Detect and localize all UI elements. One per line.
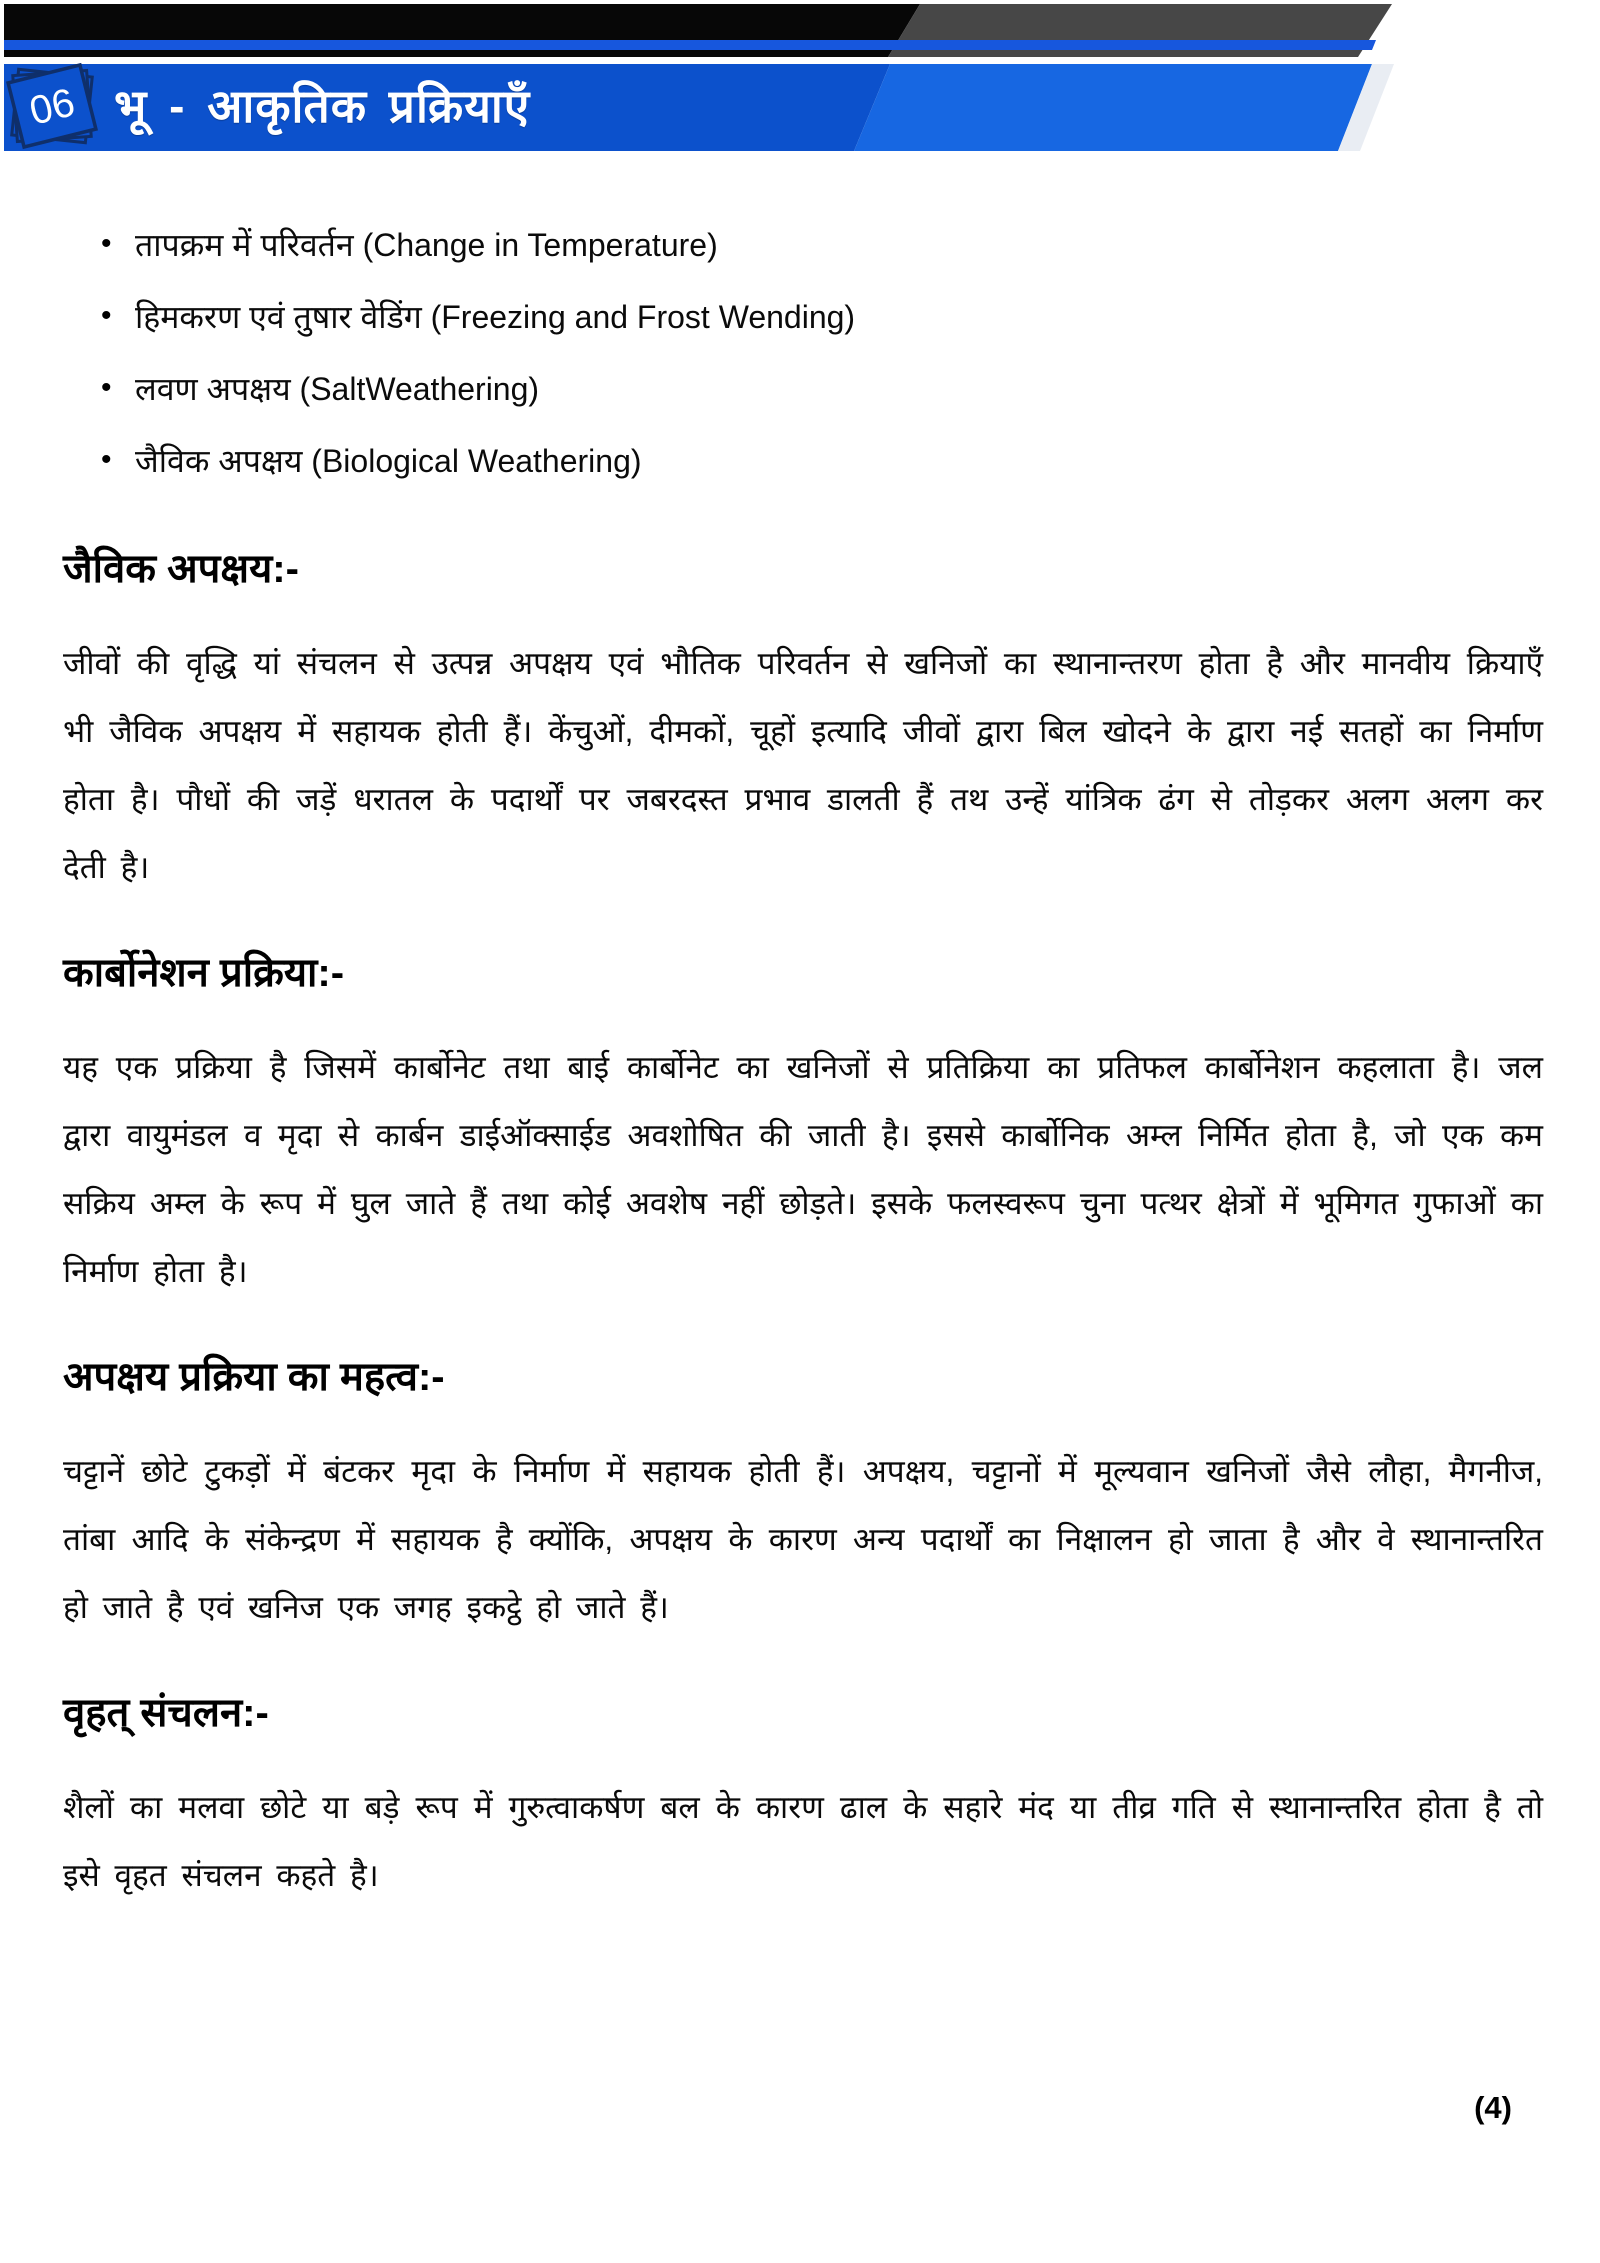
- section-paragraph: यह एक प्रक्रिया है जिसमें कार्बोनेट तथा बाई कार्बोनेट का खनिजों से प्रतिक्रिया का प्रतिफल कार्बोनेशन कहलाता है। जल द्वारा वायुमंडल व मृदा से कार्बन डाईऑक्साईड अवशोषित की जाती है। इससे कार्बोनिक अम्ल निर्मित होता है, जो एक कम सक्रिय अम्ल के रूप में घुल जाते हैं तथा कोई अवशेष नहीं छोड़ते। इसके फलस्वरूप चुना पत्थर क्षेत्रों में भूमिगत गुफाओं का निर्माण होता है।: [63, 1049, 1543, 1289]
- document-content: [0, 165, 1600, 1909]
- page-header: [0, 0, 1600, 165]
- bullet-icon: •: [101, 371, 112, 404]
- list-item-text: तापक्रम में परिवर्तन (Change in Temperature): [135, 227, 718, 263]
- section-heading: कार्बोनेशन प्रक्रिया:-: [63, 951, 345, 995]
- page-number: (4): [1474, 2090, 1512, 2125]
- section-paragraph: शैलों का मलवा छोटे या बड़े रूप में गुरुत्वाकर्षण बल के कारण ढाल के सहारे मंद या तीव्र गति से स्थानान्तरित होता है तो इसे वृहत संचलन कहते है।: [63, 1789, 1543, 1893]
- section-carbonation-process: [63, 947, 1543, 1305]
- list-item-text: जैविक अपक्षय (Biological Weathering): [135, 443, 642, 479]
- page-title: भू - आकृतिक प्रक्रियाएँ: [114, 80, 531, 132]
- book-pages-icon: [8, 65, 96, 147]
- banner-right-panel: [854, 64, 1372, 151]
- top-blue-stripe: [4, 40, 1376, 50]
- list-item: [63, 209, 1543, 281]
- weathering-types-list: [63, 209, 1543, 497]
- section-heading: वृहत् संचलन:-: [63, 1691, 269, 1735]
- chapter-number: 06: [25, 80, 80, 134]
- section-paragraph: चट्टानें छोटे टुकड़ों में बंटकर मृदा के निर्माण में सहायक होती हैं। अपक्षय, चट्टानों में मूल्यवान खनिजों जैसे लौहा, मैगनीज, तांबा आदि के संकेन्द्रण में सहायक है क्योंकि, अपक्षय के कारण अन्य पदार्थों का निक्षालन हो जाता है और वे स्थानान्तरित हो जाते है एवं खनिज एक जगह इकट्ठे हो जाते हैं।: [63, 1453, 1543, 1625]
- section-paragraph: जीवों की वृद्धि यां संचलन से उत्पन्न अपक्षय एवं भौतिक परिवर्तन से खनिजों का स्थानान्तरण होता है और मानवीय क्रियाएँ भी जैविक अपक्षय में सहायक होती हैं। केंचुओं, दीमकों, चूहों इत्यादि जीवों द्वारा बिल खोदने के द्वारा नई सतहों का निर्माण होता है। पौधों की जड़ें धरातल के पदार्थों पर जबरदस्त प्रभाव डालती हैं तथ उन्हें यांत्रिक ढंग से तोड़कर अलग अलग कर देती है।: [63, 645, 1543, 885]
- section-biological-weathering: [63, 543, 1543, 901]
- list-item: [63, 281, 1543, 353]
- bullet-icon: •: [101, 227, 112, 260]
- list-item-text: लवण अपक्षय (SaltWeathering): [135, 371, 540, 407]
- list-item-text: हिमकरण एवं तुषार वेडिंग (Freezing and Frost Wending): [135, 299, 856, 335]
- section-mass-movement: [63, 1687, 1543, 1909]
- list-item: [63, 425, 1543, 497]
- bullet-icon: •: [101, 443, 112, 476]
- list-item: [63, 353, 1543, 425]
- section-heading: जैविक अपक्षय:-: [63, 547, 299, 591]
- section-heading: अपक्षय प्रक्रिया का महत्व:-: [63, 1355, 445, 1399]
- bullet-icon: •: [101, 299, 112, 332]
- section-importance-of-weathering: [63, 1351, 1543, 1641]
